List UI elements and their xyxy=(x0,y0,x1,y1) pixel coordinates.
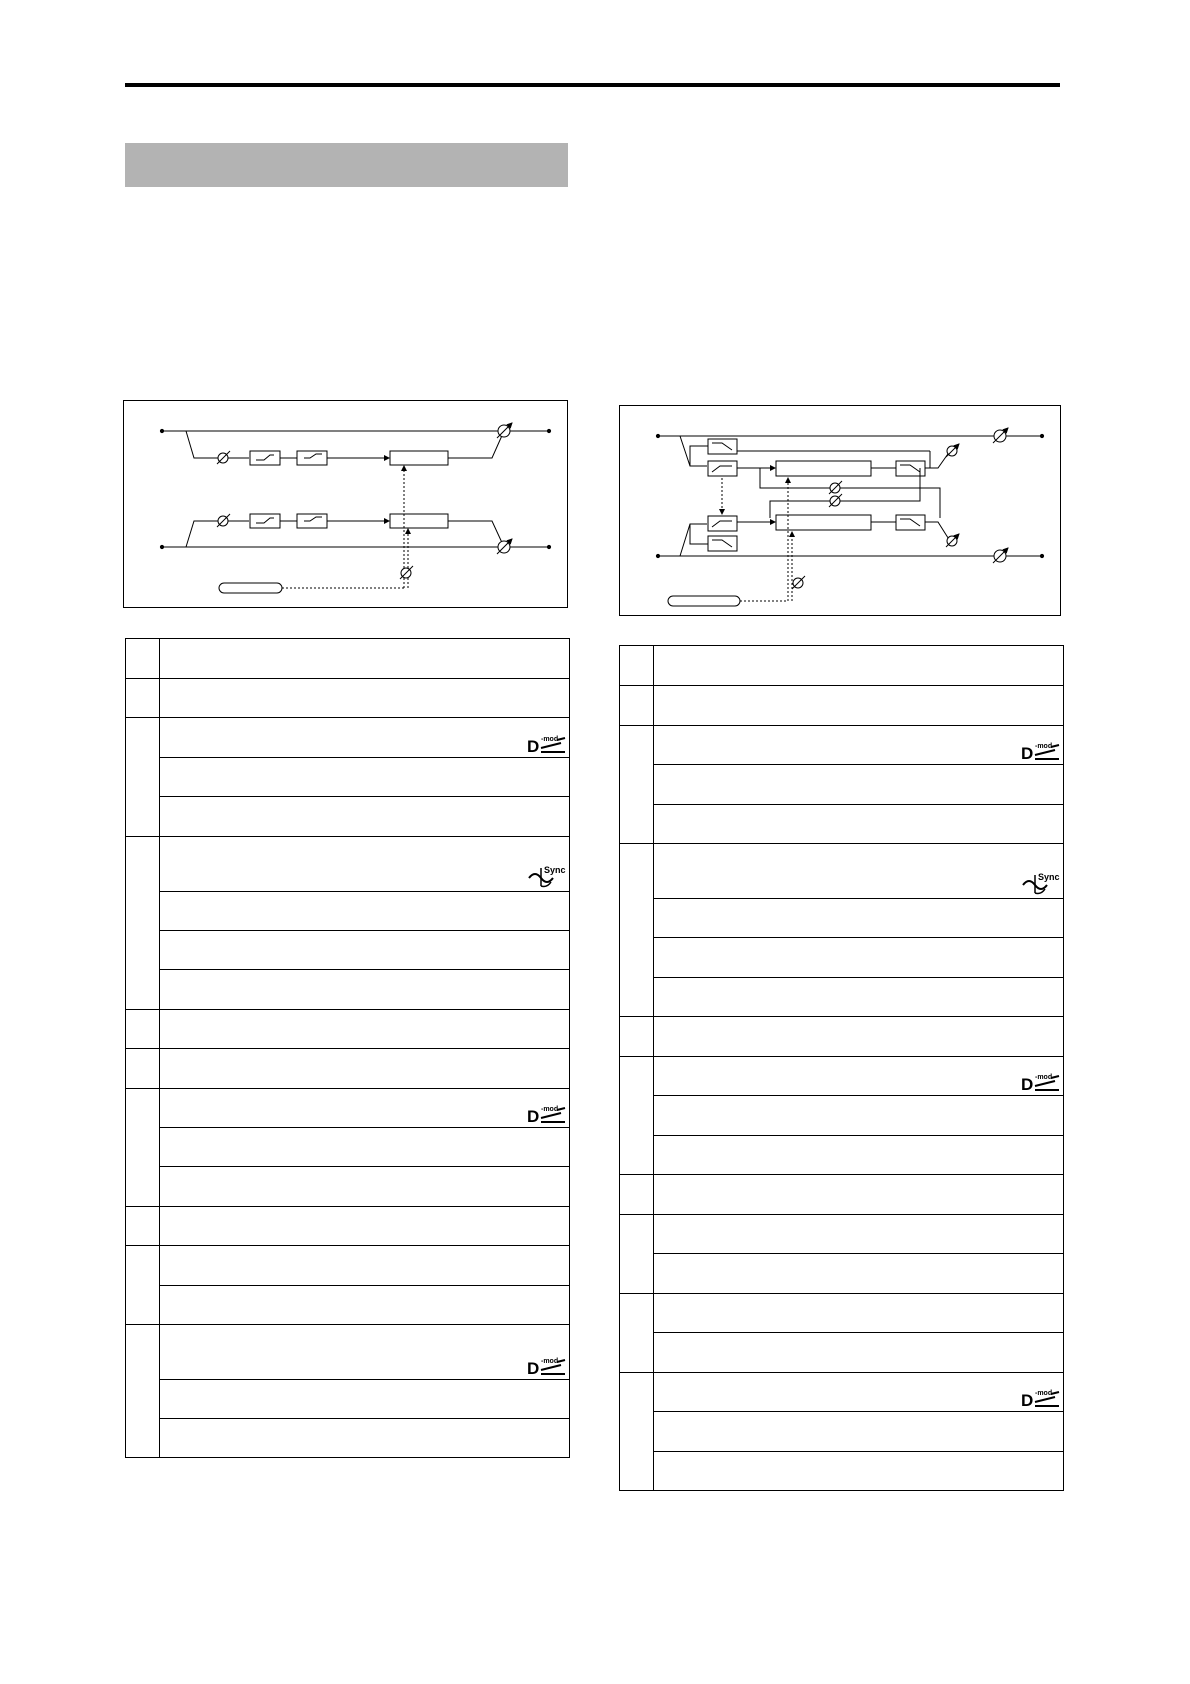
table-row xyxy=(126,1419,570,1458)
input-l-node xyxy=(656,434,659,437)
table-row xyxy=(126,1049,570,1089)
lower-filter-1 xyxy=(250,514,280,528)
dmod-icon xyxy=(1021,741,1061,761)
lower-lpf-block xyxy=(708,536,737,551)
group-10-number-cell xyxy=(620,1373,654,1491)
param-cell xyxy=(160,1128,570,1167)
group-6-number-cell xyxy=(620,1057,654,1175)
lower-hpf-block xyxy=(708,516,737,531)
upper-return xyxy=(925,451,950,468)
group-10-number-cell xyxy=(126,1325,160,1458)
table-row xyxy=(620,686,1064,726)
param-cell xyxy=(160,1049,570,1089)
table-row xyxy=(126,1128,570,1167)
param-cell xyxy=(160,1419,570,1458)
group-5-number-cell xyxy=(620,1017,654,1057)
upper-split xyxy=(680,436,707,466)
lower-out-filter xyxy=(896,515,925,530)
svg-text:Sync: Sync xyxy=(544,865,566,875)
param-cell xyxy=(654,1057,1064,1096)
group-2-number-cell xyxy=(620,686,654,726)
table-row xyxy=(126,1089,570,1128)
upper-hpf-block xyxy=(708,461,737,476)
param-cell xyxy=(160,1089,570,1128)
output-l-node xyxy=(547,429,550,432)
param-cell xyxy=(654,686,1064,726)
upper-process-block xyxy=(390,451,448,465)
group-7-number-cell xyxy=(126,1089,160,1207)
sync-icon xyxy=(1021,871,1061,895)
svg-text:-mod: -mod xyxy=(1035,743,1053,750)
lower-filter-2 xyxy=(297,514,327,528)
input-l-node xyxy=(160,429,163,432)
output-r-node xyxy=(1040,554,1043,557)
table-row xyxy=(620,726,1064,765)
table-row xyxy=(620,1096,1064,1136)
table-row xyxy=(620,1057,1064,1096)
param-cell xyxy=(160,758,570,797)
upper-return xyxy=(448,431,504,458)
svg-text:Sync: Sync xyxy=(1038,872,1060,882)
table-row xyxy=(620,805,1064,844)
lower-split xyxy=(680,524,707,556)
param-cell xyxy=(654,1412,1064,1452)
param-cell xyxy=(654,1294,1064,1333)
left-diagram-svg xyxy=(124,401,567,607)
group-5-number-cell xyxy=(126,1010,160,1049)
param-cell xyxy=(654,899,1064,938)
group-3-number-cell xyxy=(126,718,160,837)
param-cell xyxy=(160,931,570,970)
group-9-number-cell xyxy=(620,1294,654,1373)
table-row xyxy=(126,931,570,970)
table-row xyxy=(126,797,570,837)
header-rule xyxy=(125,83,1060,87)
upper-lpf-block xyxy=(708,439,737,454)
param-cell xyxy=(160,718,570,758)
upper-process-block xyxy=(776,461,871,476)
table-row xyxy=(126,1380,570,1419)
table-row xyxy=(620,1175,1064,1215)
param-cell xyxy=(654,938,1064,978)
param-cell xyxy=(654,1175,1064,1215)
param-cell xyxy=(160,1207,570,1246)
table-row xyxy=(126,1246,570,1286)
lower-return xyxy=(448,521,504,547)
svg-text:D: D xyxy=(1021,1075,1034,1092)
table-row xyxy=(620,938,1064,978)
group-7-number-cell xyxy=(620,1175,654,1215)
param-cell xyxy=(160,797,570,837)
group-4-number-cell xyxy=(126,837,160,1010)
table-row xyxy=(126,718,570,758)
mod-source-pill xyxy=(219,583,282,593)
param-cell xyxy=(160,639,570,679)
table-row xyxy=(620,899,1064,938)
right-block-diagram xyxy=(619,405,1061,616)
table-row xyxy=(620,1333,1064,1373)
dmod-icon xyxy=(527,734,567,754)
lower-return xyxy=(925,522,950,541)
param-cell xyxy=(654,1373,1064,1412)
left-block-diagram xyxy=(123,400,568,608)
table-row xyxy=(126,1325,570,1380)
dmod-icon xyxy=(527,1356,567,1376)
left-parameter-table xyxy=(125,638,570,1458)
right-parameter-table xyxy=(619,645,1064,1491)
svg-text:D: D xyxy=(1021,744,1034,761)
table-row xyxy=(620,1373,1064,1412)
param-cell xyxy=(160,679,570,718)
mod-source-pill xyxy=(668,596,740,606)
table-row xyxy=(126,1207,570,1246)
table-row xyxy=(126,970,570,1010)
svg-text:D: D xyxy=(1021,1391,1034,1408)
param-cell xyxy=(160,1380,570,1419)
input-r-node xyxy=(160,545,163,548)
param-cell xyxy=(160,970,570,1010)
table-row xyxy=(620,844,1064,899)
group-8-number-cell xyxy=(620,1215,654,1294)
group-1-number-cell xyxy=(620,646,654,686)
dmod-icon xyxy=(1021,1072,1061,1092)
table-row xyxy=(126,1167,570,1207)
table-row xyxy=(126,639,570,679)
group-2-number-cell xyxy=(126,679,160,718)
svg-text:D: D xyxy=(527,737,540,754)
param-cell xyxy=(654,1333,1064,1373)
param-cell xyxy=(654,1254,1064,1294)
sync-icon xyxy=(527,864,567,888)
table-row xyxy=(620,646,1064,686)
table-row xyxy=(620,1017,1064,1057)
param-cell xyxy=(654,1017,1064,1057)
table-row xyxy=(620,1412,1064,1452)
table-row xyxy=(620,978,1064,1017)
table-row xyxy=(126,837,570,892)
param-cell xyxy=(160,837,570,892)
table-row xyxy=(620,765,1064,805)
param-cell xyxy=(654,805,1064,844)
table-row xyxy=(620,1215,1064,1254)
input-r-node xyxy=(656,554,659,557)
param-cell xyxy=(654,765,1064,805)
lower-wet-split xyxy=(186,521,249,547)
output-r-node xyxy=(547,545,550,548)
group-6-number-cell xyxy=(126,1049,160,1089)
table-row xyxy=(126,758,570,797)
dmod-icon xyxy=(527,1104,567,1124)
svg-text:-mod: -mod xyxy=(541,1358,559,1365)
output-l-node xyxy=(1040,434,1043,437)
right-diagram-svg xyxy=(620,406,1060,615)
param-cell xyxy=(160,1167,570,1207)
table-row xyxy=(126,1286,570,1325)
group-8-number-cell xyxy=(126,1207,160,1246)
table-row xyxy=(620,1254,1064,1294)
group-3-number-cell xyxy=(620,726,654,844)
param-cell xyxy=(654,726,1064,765)
svg-text:-mod: -mod xyxy=(1035,1074,1053,1081)
param-cell xyxy=(160,1325,570,1380)
group-9-number-cell xyxy=(126,1246,160,1325)
param-cell xyxy=(654,978,1064,1017)
table-row xyxy=(620,1294,1064,1333)
table-row xyxy=(620,1452,1064,1491)
group-4-number-cell xyxy=(620,844,654,1017)
param-cell xyxy=(160,1246,570,1286)
table-row xyxy=(620,1136,1064,1175)
param-cell xyxy=(160,1286,570,1325)
param-cell xyxy=(654,1096,1064,1136)
lower-process-block xyxy=(390,514,448,528)
param-cell xyxy=(654,646,1064,686)
svg-text:-mod: -mod xyxy=(541,1106,559,1113)
table-row xyxy=(126,892,570,931)
svg-text:D: D xyxy=(527,1107,540,1124)
upper-filter-2 xyxy=(297,451,327,465)
section-header-bar xyxy=(125,143,568,187)
param-cell xyxy=(160,892,570,931)
param-cell xyxy=(654,1136,1064,1175)
svg-text:-mod: -mod xyxy=(541,736,559,743)
param-cell xyxy=(654,1452,1064,1491)
upper-filter-1 xyxy=(250,451,280,465)
svg-text:-mod: -mod xyxy=(1035,1390,1053,1397)
upper-wet-split xyxy=(186,431,249,458)
svg-text:D: D xyxy=(527,1359,540,1376)
param-cell xyxy=(160,1010,570,1049)
param-cell xyxy=(654,1215,1064,1254)
group-1-number-cell xyxy=(126,639,160,679)
upper-out-filter xyxy=(896,461,925,476)
table-row xyxy=(126,679,570,718)
param-cell xyxy=(654,844,1064,899)
lower-process-block xyxy=(776,515,871,530)
dmod-icon xyxy=(1021,1388,1061,1408)
table-row xyxy=(126,1010,570,1049)
